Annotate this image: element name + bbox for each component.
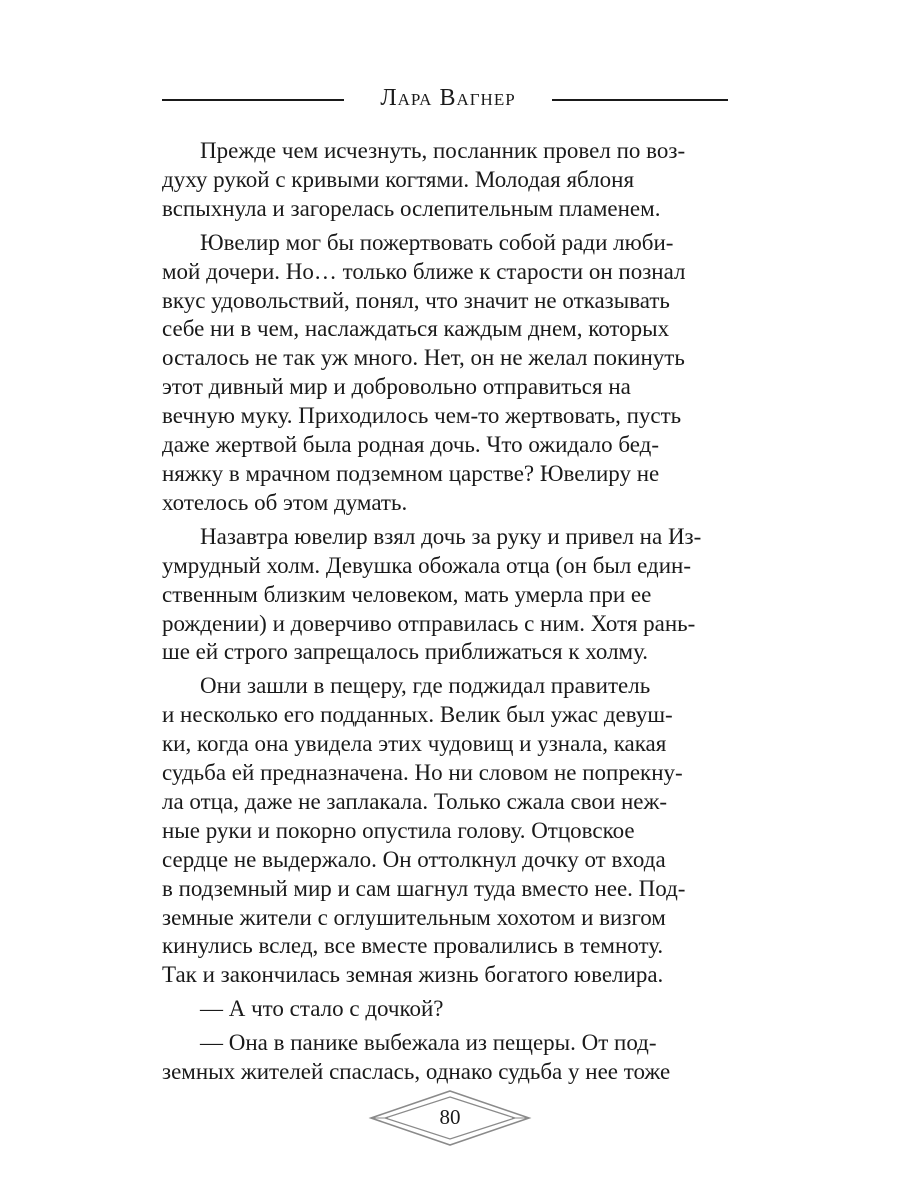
- page-body-text: [162, 137, 728, 1087]
- header-rule-right: [552, 99, 728, 101]
- page-number-ornament: [368, 1088, 532, 1148]
- running-header: [162, 78, 728, 118]
- dialogue-line: — Она в панике выбежала из пещеры. От под- земных жителей спаслась, однако судьба у нее тоже: [162, 1030, 671, 1085]
- dialogue-line: — А что стало с дочкой?: [200, 996, 444, 1022]
- paragraph: Ювелир мог бы пожертвовать собой ради люби- мой дочери. Но… только ближе к старости он познал вкус удовольствий, понял, что значит не отказывать себе ни в чем, наслаждаться каждым днем, которых осталось не так уж много. Нет, он не желал покинуть этот дивный мир и добровольно отправиться на вечную муку. Приходилось чем-то жертвовать, пусть даже жертвой была родная дочь. Что ожидало бед- няжку в мрачном подземном царстве? Ювелиру не хотелось об этом думать.: [162, 229, 686, 515]
- paragraph: Они зашли в пещеру, где поджидал правитель и несколько его подданных. Велик был ужас девуш- ки, когда она увидела этих чудовищ и узнала, какая судьба ей предназначена. Но ни словом не попрекну- ла отца, даже не заплакала. Только сжала свои неж- ные руки и покорно опустила голову. Отцовское сердце не выдержало. Он оттолкнул дочку от входа в подземный мир и сам шагнул туда вместо нее. Под- земные жители с оглушительным хохотом и визгом кинулись вслед, все вместе провалились в темноту. Так и закончилась земная жизнь богатого ювелира.: [162, 673, 686, 988]
- header-rule-left: [162, 99, 344, 101]
- paragraph: Прежде чем исчезнуть, посланник провел по воз- духу рукой с кривыми когтями. Молодая яблоня вспыхнула и загорелась ослепительным пламенем.: [162, 138, 686, 221]
- page-number: 80: [439, 1105, 461, 1129]
- paragraph: Назавтра ювелир взял дочь за руку и привел на Из- умрудный холм. Девушка обожала отца (он был един- ственным близким человеком, мать умерла при ее рождении) и доверчиво отправилась с ним. Хотя рань- ше ей строго запрещалось приближаться к холму.: [162, 523, 702, 665]
- author-name: Лара Вагнер: [380, 85, 516, 111]
